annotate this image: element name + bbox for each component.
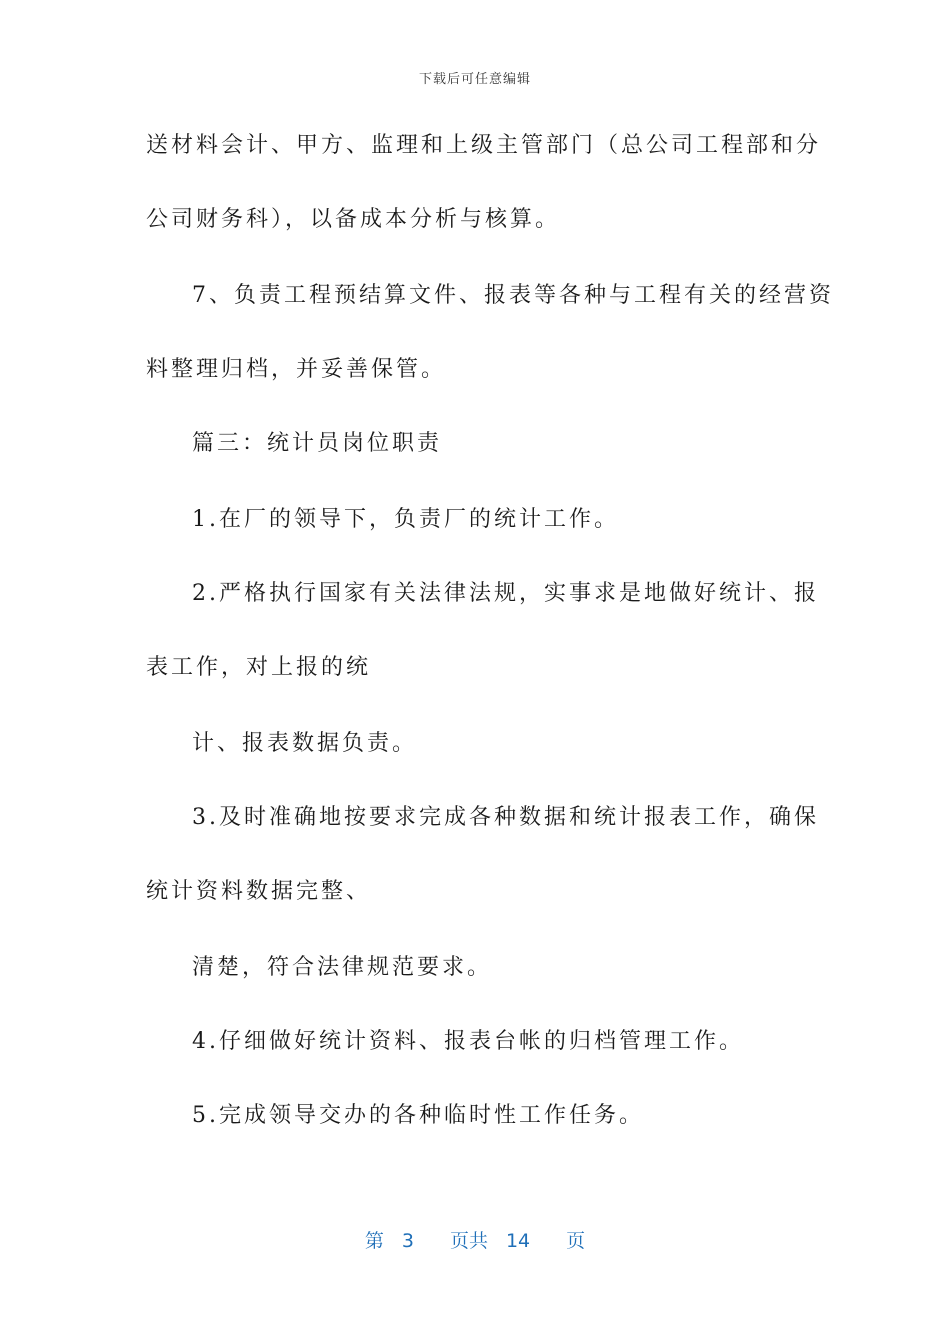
body-line: 7、负责工程预结算文件、报表等各种与工程有关的经营资	[192, 283, 834, 308]
footer-prefix: 第	[364, 1230, 384, 1252]
body-line: 4.仔细做好统计资料、报表台帐的归档管理工作。	[192, 1029, 744, 1054]
footer-total-pages: 14	[505, 1230, 531, 1252]
body-line: 1.在厂的领导下，负责厂的统计工作。	[192, 507, 619, 532]
footer-current-page: 3	[401, 1230, 414, 1252]
body-line: 公司财务科），以备成本分析与核算。	[146, 207, 561, 232]
body-line: 料整理归档，并妥善保管。	[146, 357, 447, 382]
body-line: 2.严格执行国家有关法律法规，实事求是地做好统计、报	[192, 581, 819, 606]
page-footer	[0, 1226, 950, 1253]
body-line: 计、报表数据负责。	[192, 731, 418, 756]
page-header-note: 下载后可任意编辑	[418, 72, 531, 87]
body-line: 清楚，符合法律规范要求。	[192, 955, 493, 980]
footer-middle: 页共	[449, 1230, 488, 1252]
footer-suffix: 页	[566, 1230, 586, 1252]
body-line: 5.完成领导交办的各种临时性工作任务。	[192, 1103, 644, 1128]
body-line: 送材料会计、甲方、监理和上级主管部门（总公司工程部和分	[146, 133, 822, 158]
body-line: 3.及时准确地按要求完成各种数据和统计报表工作，确保	[192, 805, 819, 830]
body-line: 表工作，对上报的统	[146, 655, 372, 680]
section-heading: 篇三：统计员岗位职责	[192, 431, 443, 456]
body-line: 统计资料数据完整、	[146, 879, 372, 904]
